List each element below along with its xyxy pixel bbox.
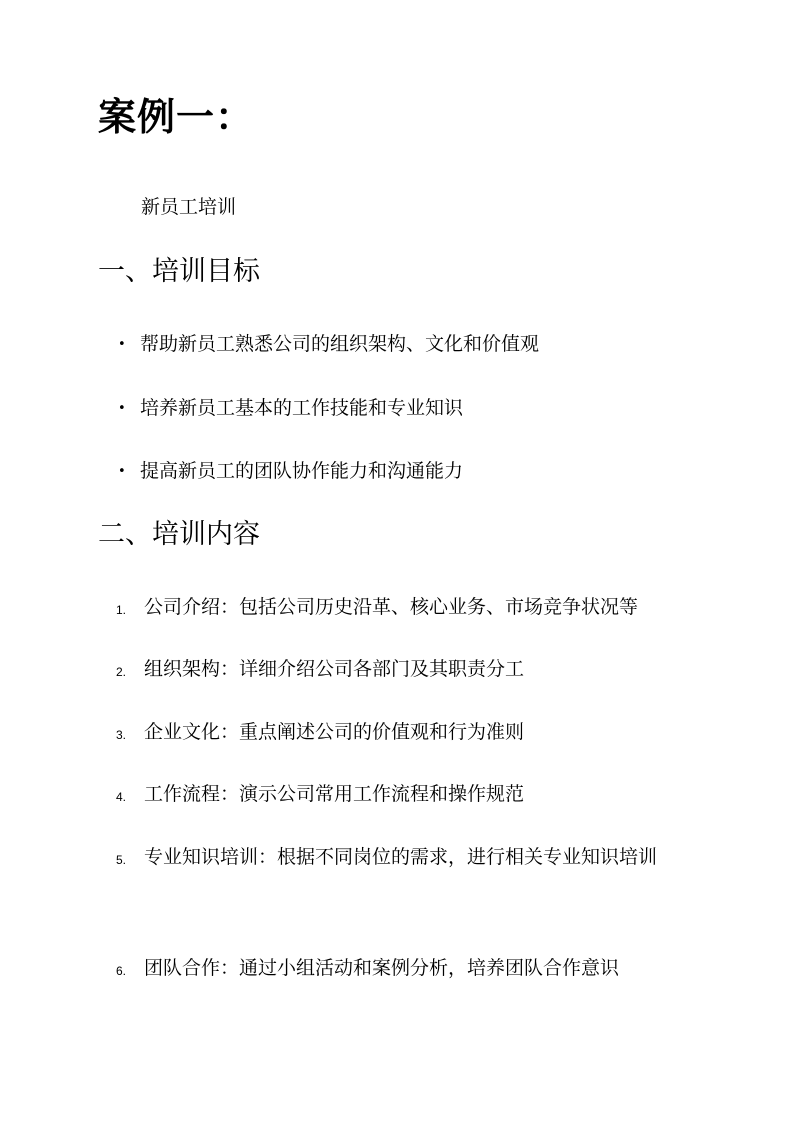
list-item (118, 394, 463, 423)
numbered-item (116, 593, 716, 621)
numbered-item (116, 655, 716, 683)
item-number: 6. (116, 964, 127, 978)
list-item-text: 培养新员工基本的工作技能和专业知识 (140, 397, 464, 419)
bullet-icon: • (118, 464, 126, 479)
numbered-item (116, 780, 716, 808)
item-number: 3. (116, 728, 127, 742)
item-text: 公司介绍：包括公司历史沿革、核心业务、市场竞争状况等 (144, 596, 639, 618)
numbered-item (116, 718, 716, 746)
list-item-text: 提高新员工的团队协作能力和沟通能力 (140, 460, 464, 482)
section-heading-content: 二、培训内容 (98, 519, 260, 550)
item-text: 组织架构：详细介绍公司各部门及其职责分工 (144, 658, 525, 680)
item-number: 1. (116, 603, 127, 617)
bullet-icon: • (118, 401, 126, 416)
item-text: 团队合作：通过小组活动和案例分析，培养团队合作意识 (144, 957, 620, 979)
list-item-text: 帮助新员工熟悉公司的组织架构、文化和价值观 (140, 333, 540, 355)
list-item (118, 330, 539, 359)
item-text: 专业知识培训：根据不同岗位的需求，进行相关专业知识培训 (144, 846, 658, 868)
bullet-icon: • (118, 337, 126, 352)
document-title: 案例一： (98, 94, 255, 139)
item-number: 2. (116, 665, 127, 679)
item-number: 5. (116, 853, 127, 867)
item-text: 工作流程：演示公司常用工作流程和操作规范 (144, 783, 525, 805)
item-number: 4. (116, 790, 127, 804)
section-heading-goals: 一、培训目标 (98, 256, 260, 287)
numbered-item (116, 954, 716, 982)
item-text: 企业文化：重点阐述公司的价值观和行为准则 (144, 721, 525, 743)
numbered-item (116, 843, 716, 881)
list-item (118, 457, 463, 486)
document-subtitle: 新员工培训 (141, 196, 237, 218)
